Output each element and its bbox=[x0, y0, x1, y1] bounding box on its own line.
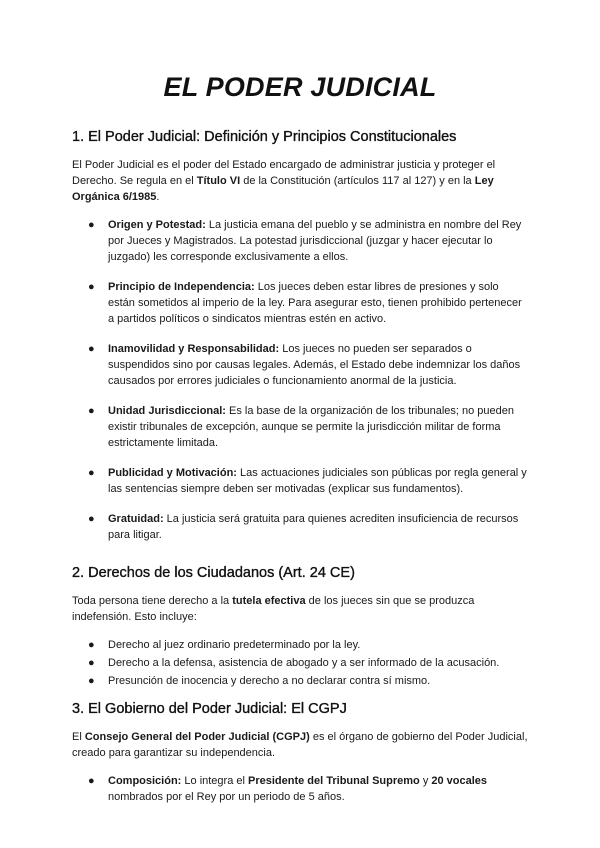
section-cgpj bbox=[72, 701, 528, 805]
principle-label: Publicidad y Motivación: bbox=[108, 467, 237, 479]
principle-item bbox=[88, 511, 528, 543]
principles-list bbox=[72, 217, 528, 543]
section-intro bbox=[72, 593, 528, 625]
section-heading: 1. El Poder Judicial: Definición y Principios Constitucionales bbox=[72, 129, 457, 145]
bullet-icon: ● bbox=[88, 775, 95, 787]
right-item bbox=[88, 655, 528, 671]
principle-text: La justicia será gratuita para quienes acrediten insuficiencia de recursos para litigar. bbox=[108, 513, 519, 541]
rights-list bbox=[72, 637, 528, 689]
bullet-icon: ● bbox=[88, 405, 95, 417]
bold-text: Consejo General del Poder Judicial (CGPJ) bbox=[84, 731, 310, 743]
section-poder-judicial bbox=[72, 129, 528, 543]
right-item bbox=[88, 637, 528, 653]
text-run: nombrados por el Rey por un periodo de 5 años. bbox=[108, 791, 345, 803]
section-heading: 2. Derechos de los Ciudadanos (Art. 24 CE) bbox=[72, 565, 355, 581]
bullet-icon: ● bbox=[88, 219, 95, 231]
right-text: Derecho al juez ordinario predeterminado por la ley. bbox=[108, 639, 361, 651]
text-run: El Poder Judicial es el poder del Estado encargado de administrar justicia y proteger el Derecho. Se regula en el bbox=[72, 159, 496, 187]
bold-text: 20 vocales bbox=[431, 775, 488, 787]
cgpj-item-text bbox=[108, 775, 487, 803]
text-run: El bbox=[72, 731, 85, 743]
bold-text: tutela efectiva bbox=[232, 595, 306, 607]
bullet-icon: ● bbox=[88, 467, 95, 479]
cgpj-list bbox=[72, 773, 528, 805]
bold-text: Composición: bbox=[108, 775, 182, 787]
cgpj-item bbox=[88, 773, 528, 805]
section-derechos bbox=[72, 565, 528, 689]
principle-label: Unidad Jurisdiccional: bbox=[108, 405, 226, 417]
bullet-icon: ● bbox=[88, 281, 95, 293]
principle-text: Es la base de la organización de los tribunales; no pueden existir tribunales de excepción, aunque se permite la jurisdicción militar de forma estrictamente limitada. bbox=[108, 405, 514, 449]
right-item bbox=[88, 673, 528, 689]
section-heading: 3. El Gobierno del Poder Judicial: El CGPJ bbox=[72, 701, 347, 717]
text-run: es el órgano de gobierno del Poder Judicial, creado para garantizar su independencia. bbox=[72, 731, 528, 759]
principle-label: Gratuidad: bbox=[108, 513, 164, 525]
section-intro bbox=[72, 729, 528, 761]
principle-text: Los jueces deben estar libres de presiones y solo están sometidos al imperio de la ley. Para asegurar esto, tienen prohibido pertenecer a partidos políticos o sindicatos mientras estén en activo. bbox=[108, 281, 522, 325]
principle-text: Los jueces no pueden ser separados o suspendidos sino por causas legales. Además, el Estado debe indemnizar los daños causados por errores judiciales o funcionamiento anormal de la justicia. bbox=[108, 343, 521, 387]
principle-label: Inamovilidad y Responsabilidad: bbox=[108, 343, 280, 355]
principle-item bbox=[88, 217, 528, 265]
right-text: Presunción de inocencia y derecho a no declarar contra sí mismo. bbox=[108, 675, 431, 687]
principle-label: Principio de Independencia: bbox=[108, 281, 255, 293]
bullet-icon: ● bbox=[88, 639, 95, 651]
principle-item bbox=[88, 403, 528, 451]
text-run: de la Constitución (artículos 117 al 127) y en la bbox=[240, 175, 475, 187]
principle-text: Las actuaciones judiciales son públicas por regla general y las sentencias siempre deben ser motivadas (explicar sus fundamentos). bbox=[108, 467, 527, 495]
section-intro bbox=[72, 157, 528, 205]
bold-text: Ley Orgánica 6/1985 bbox=[72, 175, 494, 203]
principle-item bbox=[88, 465, 528, 497]
right-text: Derecho a la defensa, asistencia de abogado y a ser informado de la acusación. bbox=[108, 657, 500, 669]
principle-item bbox=[88, 279, 528, 327]
bold-text: Presidente del Tribunal Supremo bbox=[248, 775, 420, 787]
text-run: Toda persona tiene derecho a la bbox=[72, 595, 233, 607]
document-title: EL PODER JUDICIAL bbox=[163, 72, 437, 102]
bullet-icon: ● bbox=[88, 675, 95, 687]
bold-text: Título VI bbox=[196, 175, 241, 187]
principle-label: Origen y Potestad: bbox=[108, 219, 206, 231]
text-run: Lo integra el bbox=[181, 775, 248, 787]
bullet-icon: ● bbox=[88, 657, 95, 669]
principle-item bbox=[88, 341, 528, 389]
bullet-icon: ● bbox=[88, 513, 95, 525]
bullet-icon: ● bbox=[88, 343, 95, 355]
text-run: y bbox=[419, 775, 432, 787]
principle-text: La justicia emana del pueblo y se administra en nombre del Rey por Jueces y Magistrados. La potestad jurisdiccional (juzgar y hacer ejecutar lo juzgado) les corresponde exclusivamente a ellos. bbox=[108, 219, 522, 263]
text-run: . bbox=[156, 191, 160, 203]
text-run: de los jueces sin que se produzca indefensión. Esto incluye: bbox=[72, 595, 475, 623]
